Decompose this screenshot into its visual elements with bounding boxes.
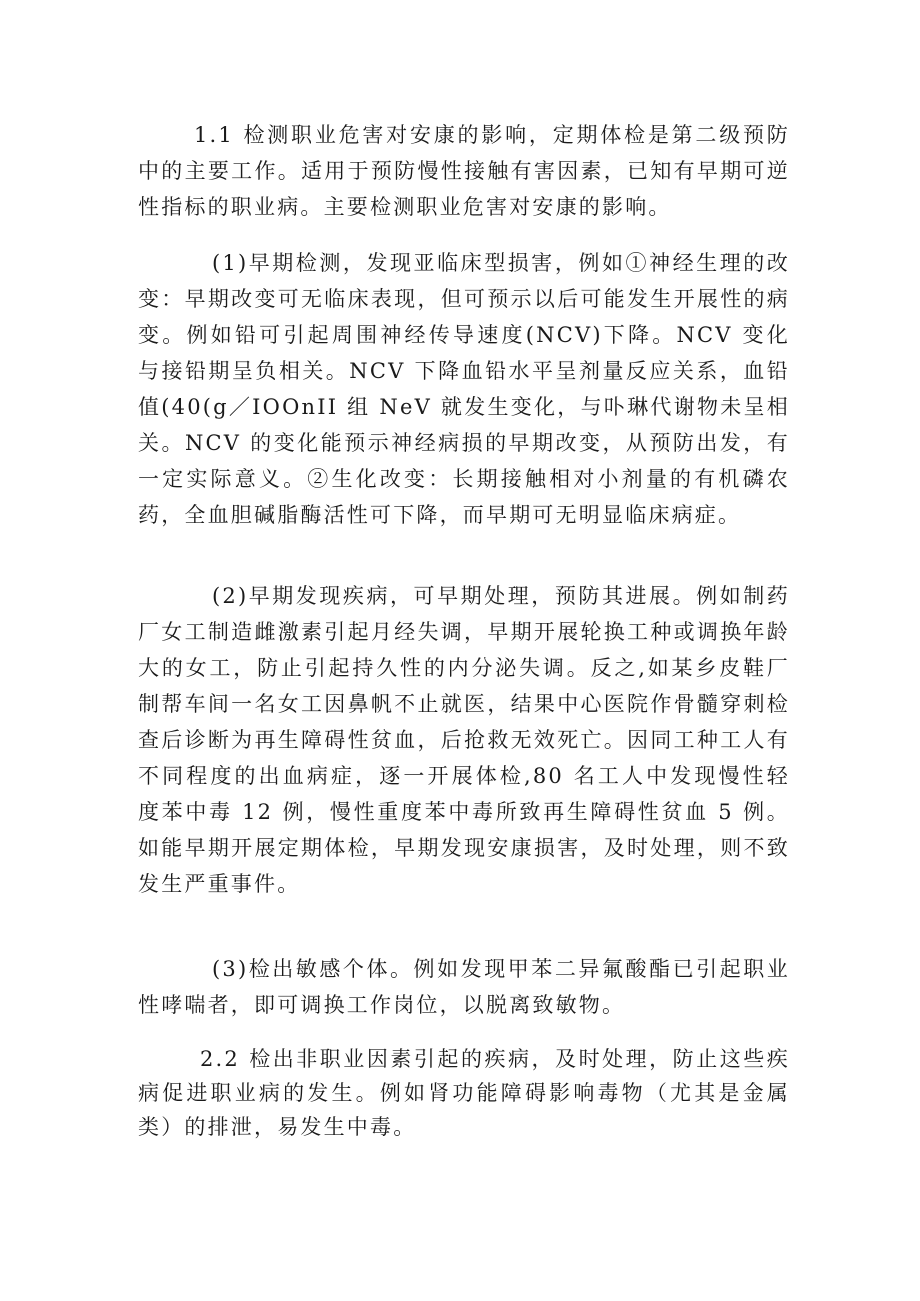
- paragraph-1-1-health-impact: 1.1 检测职业危害对安康的影响，定期体检是第二级预防中的主要工作。适用于预防慢性接触有害因素，已知有早期可逆性指标的职业病。主要检测职业危害对安康的影响。: [138, 123, 790, 219]
- paragraph-sensitive-individuals: (3)检出敏感个体。例如发现甲苯二异氟酸酯已引起职业性哮喘者，即可调换工作岗位，以脱离致敏物。: [138, 957, 790, 1017]
- paragraph-2-2-non-occupational: 2.2 检出非职业因素引起的疾病，及时处理，防止这些疾病促进职业病的发生。例如肾功能障碍影响毒物（尤其是金属类）的排泄，易发生中毒。: [138, 1047, 790, 1139]
- paragraph-early-detection: (1)早期检测，发现亚临床型损害，例如①神经生理的改变：早期改变可无临床表现，但可预示以后可能发生开展性的病变。例如铅可引起周围神经传导速度(NCV)下降。NCV 变化与接铅期呈负相关。NCV 下降血铅水平呈剂量反应关系，血铅值(40(g／IOOnII 组 NeV 就发生变化，与卟琳代谢物未呈相关。NCV 的变化能预示神经病损的早期改变，从预防出发，有一定实际意义。②生化改变：长期接触相对小剂量的有机磷农药，全血胆碱脂酶活性可下降，而早期可无明显临床病症。: [138, 251, 790, 527]
- paragraph-early-disease-discovery: (2)早期发现疾病，可早期处理，预防其进展。例如制药厂女工制造雌激素引起月经失调，早期开展轮换工种或调换年龄大的女工，防止引起持久性的内分泌失调。反之,如某乡皮鞋厂制帮车间一名女工因鼻帆不止就医，结果中心医院作骨髓穿刺检查后诊断为再生障碍性贫血，后抢救无效死亡。因同工种工人有不同程度的出血病症，逐一开展体检,80 名工人中发现慢性轻度苯中毒 12 例，慢性重度苯中毒所致再生障碍性贫血 5 例。如能早期开展定期体检，早期发现安康损害，及时处理，则不致发生严重事件。: [138, 584, 790, 896]
